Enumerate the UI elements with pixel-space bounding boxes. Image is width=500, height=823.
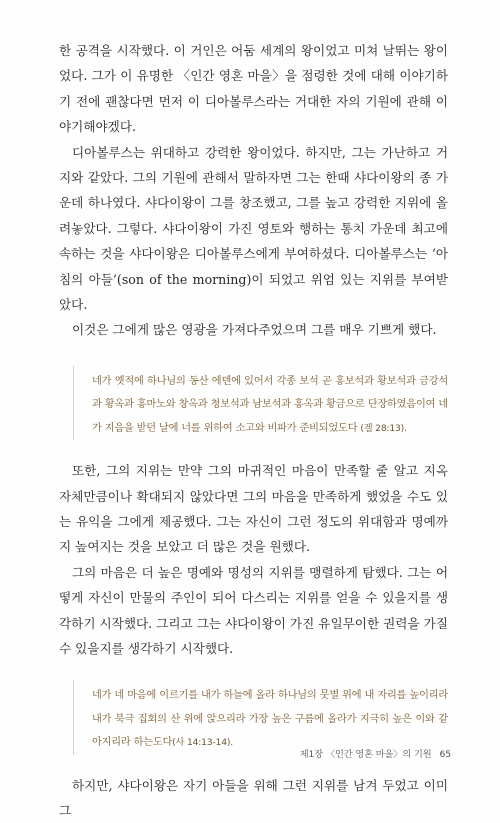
paragraph: 그의 마음은 더 높은 명예와 명성의 지위를 맹렬하게 탐했다. 그는 어떻게 자신이 만물의 주인이 되어 다스리는 지위를 얻을 수 있을지를 생각하기 시작했다. 그리고 그는 샤다이왕이 가진 유일무이한 권력을 가질 수 있을지를 생각하기 시작했다. <box>59 564 448 656</box>
main-text-top <box>59 38 448 343</box>
page-footer <box>300 746 451 760</box>
paragraph: 디아볼루스는 위대하고 강력한 왕이었다. 하지만, 그는 가난하고 거지와 같았다. 그의 기원에 관해서 말하자면 그는 한때 샤다이왕의 종 가운데 하나였다. 샤다이왕이 그를 창조했고, 그를 높고 강력한 지위에 올려놓았다. 그렇다. 샤다이왕이 가진 영토와 행하는 통치 가운데 최고에 속하는 것을 샤다이왕은 디아볼루스에게 부여하셨다. 디아볼루스는 ‘아침의 아들’(son of the morning)이 되었고 위엄 있는 지위를 부여받았다. <box>59 144 448 313</box>
paragraph: 또한, 그의 지위는 만약 그의 마귀적인 마음이 만족할 줄 알고 지옥 자체만큼이나 확대되지 않았다면 그의 마음을 만족하게 했었을 수도 있는 유익을 그에게 제공했다. 그는 자신이 그런 정도의 위대함과 명예까지 높여지는 것을 보았고 더 많은 것을 원했다. <box>59 463 448 555</box>
paragraph-continued: 한 공격을 시작했다. 이 거인은 어둠 세계의 왕이었고 미쳐 날뛰는 왕이었다. 그가 이 유명한 〈인간 영혼 마을〉을 점령한 것에 대해 이야기하기 전에 괜찮다면 먼저 이 디아볼루스라는 거대한 자의 기원에 관해 이야기해야겠다. <box>59 43 448 135</box>
page-number: 65 <box>439 749 451 760</box>
main-text-bottom <box>59 773 448 823</box>
scripture-quote-text: 네가 네 마음에 이르기를 내가 하늘에 올라 하나님의 뭇별 위에 내 자리를 높이리라 내가 북극 집회의 산 위에 앉으리라 가장 높은 구름에 올라가 지극히 높은 이와 같아지리라 하는도다 <box>92 690 448 749</box>
scripture-quote <box>73 366 448 440</box>
main-text-middle <box>59 458 448 661</box>
scripture-reference: (사 14:13-14). <box>172 737 233 749</box>
running-chapter-title: 제1장 〈인간 영혼 마을〉의 기원 <box>299 749 432 760</box>
scripture-quote <box>73 680 448 754</box>
scripture-quote-text: 네가 옛적에 하나님의 동산 에덴에 있어서 각종 보석 곧 홍보석과 황보석과 금강석과 황옥과 홍마노와 창옥과 청보석과 남보석과 홍옥과 황금으로 단장하였음이여 네가 지음을 받던 날에 너를 위하여 소고와 비파가 준비되었도다 <box>92 375 448 434</box>
scripture-reference: (겔 28:13). <box>360 422 407 434</box>
paragraph-continues: 하지만, 샤다이왕은 자기 아들을 위해 그런 지위를 남겨 두었고 이미 그 <box>59 777 448 818</box>
paragraph: 이것은 그에게 많은 영광을 가져다주었으며 그를 매우 기쁘게 했다. <box>72 322 437 338</box>
